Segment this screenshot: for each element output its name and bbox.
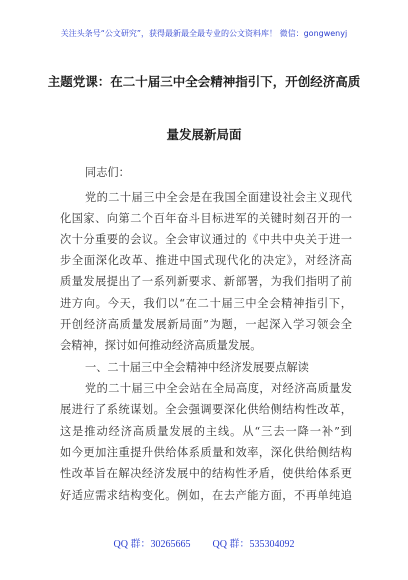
body-line: 质量发展提出了一系列新要求、新部署，为我们指明了前 <box>60 275 352 288</box>
section-heading: 一、二十届三中全会精神中经济发展要点解读 <box>85 361 309 374</box>
body-line: 好适应需求结构变化。例如，在去产能方面，不再单纯追 <box>60 489 352 502</box>
body-line: 这是推动经济高质量发展的主线。从“三去一降一补”到 <box>60 425 352 438</box>
qq-group-1: QQ 群：30265665 <box>113 539 191 550</box>
qq-group-2: QQ 群：535304092 <box>212 539 295 550</box>
body-line: 党的二十届三中全会是在我国全面建设社会主义现代 <box>85 191 352 204</box>
document-title-line-2: 量发展新局面 <box>166 127 242 142</box>
body-line: 性改革旨在解决经济发展中的结构性矛盾，使供给体系更 <box>60 467 352 480</box>
body-line: 进方向。今天，我们以“在二十届三中全会精神指引下， <box>60 297 352 310</box>
body-line: 如今更加注重提升供给体系质量和效率，深化供给侧结构 <box>60 446 352 459</box>
document-title-line-1: 主题党课：在二十届三中全会精神指引下，开创经济高质 <box>47 74 361 89</box>
body-line: 党的二十届三中全会站在全局高度，对经济高质量发 <box>85 382 352 395</box>
body-line: 开创经济高质量发展新局面”为题，一起深入学习领会全 <box>60 318 352 331</box>
body-line: 次十分重要的会议。全会审议通过的《中共中央关于进一 <box>60 233 352 246</box>
body-line: 会精神，探讨如何推动经济高质量发展。 <box>60 339 262 352</box>
body-line: 展进行了系统谋划。全会强调要深化供给侧结构性改革， <box>60 403 352 416</box>
salutation: 同志们： <box>85 166 130 179</box>
footer-contact <box>0 535 408 550</box>
body-line: 化国家、向第二个百年奋斗目标进军的关键时刻召开的一 <box>60 212 352 225</box>
promo-banner: 关注头条号“公文研究”，获得最新最全最专业的公文资料库！ 微信：gongwenyj <box>60 29 348 38</box>
body-line: 步全面深化改革、推进中国式现代化的决定》，对经济高 <box>60 254 352 267</box>
